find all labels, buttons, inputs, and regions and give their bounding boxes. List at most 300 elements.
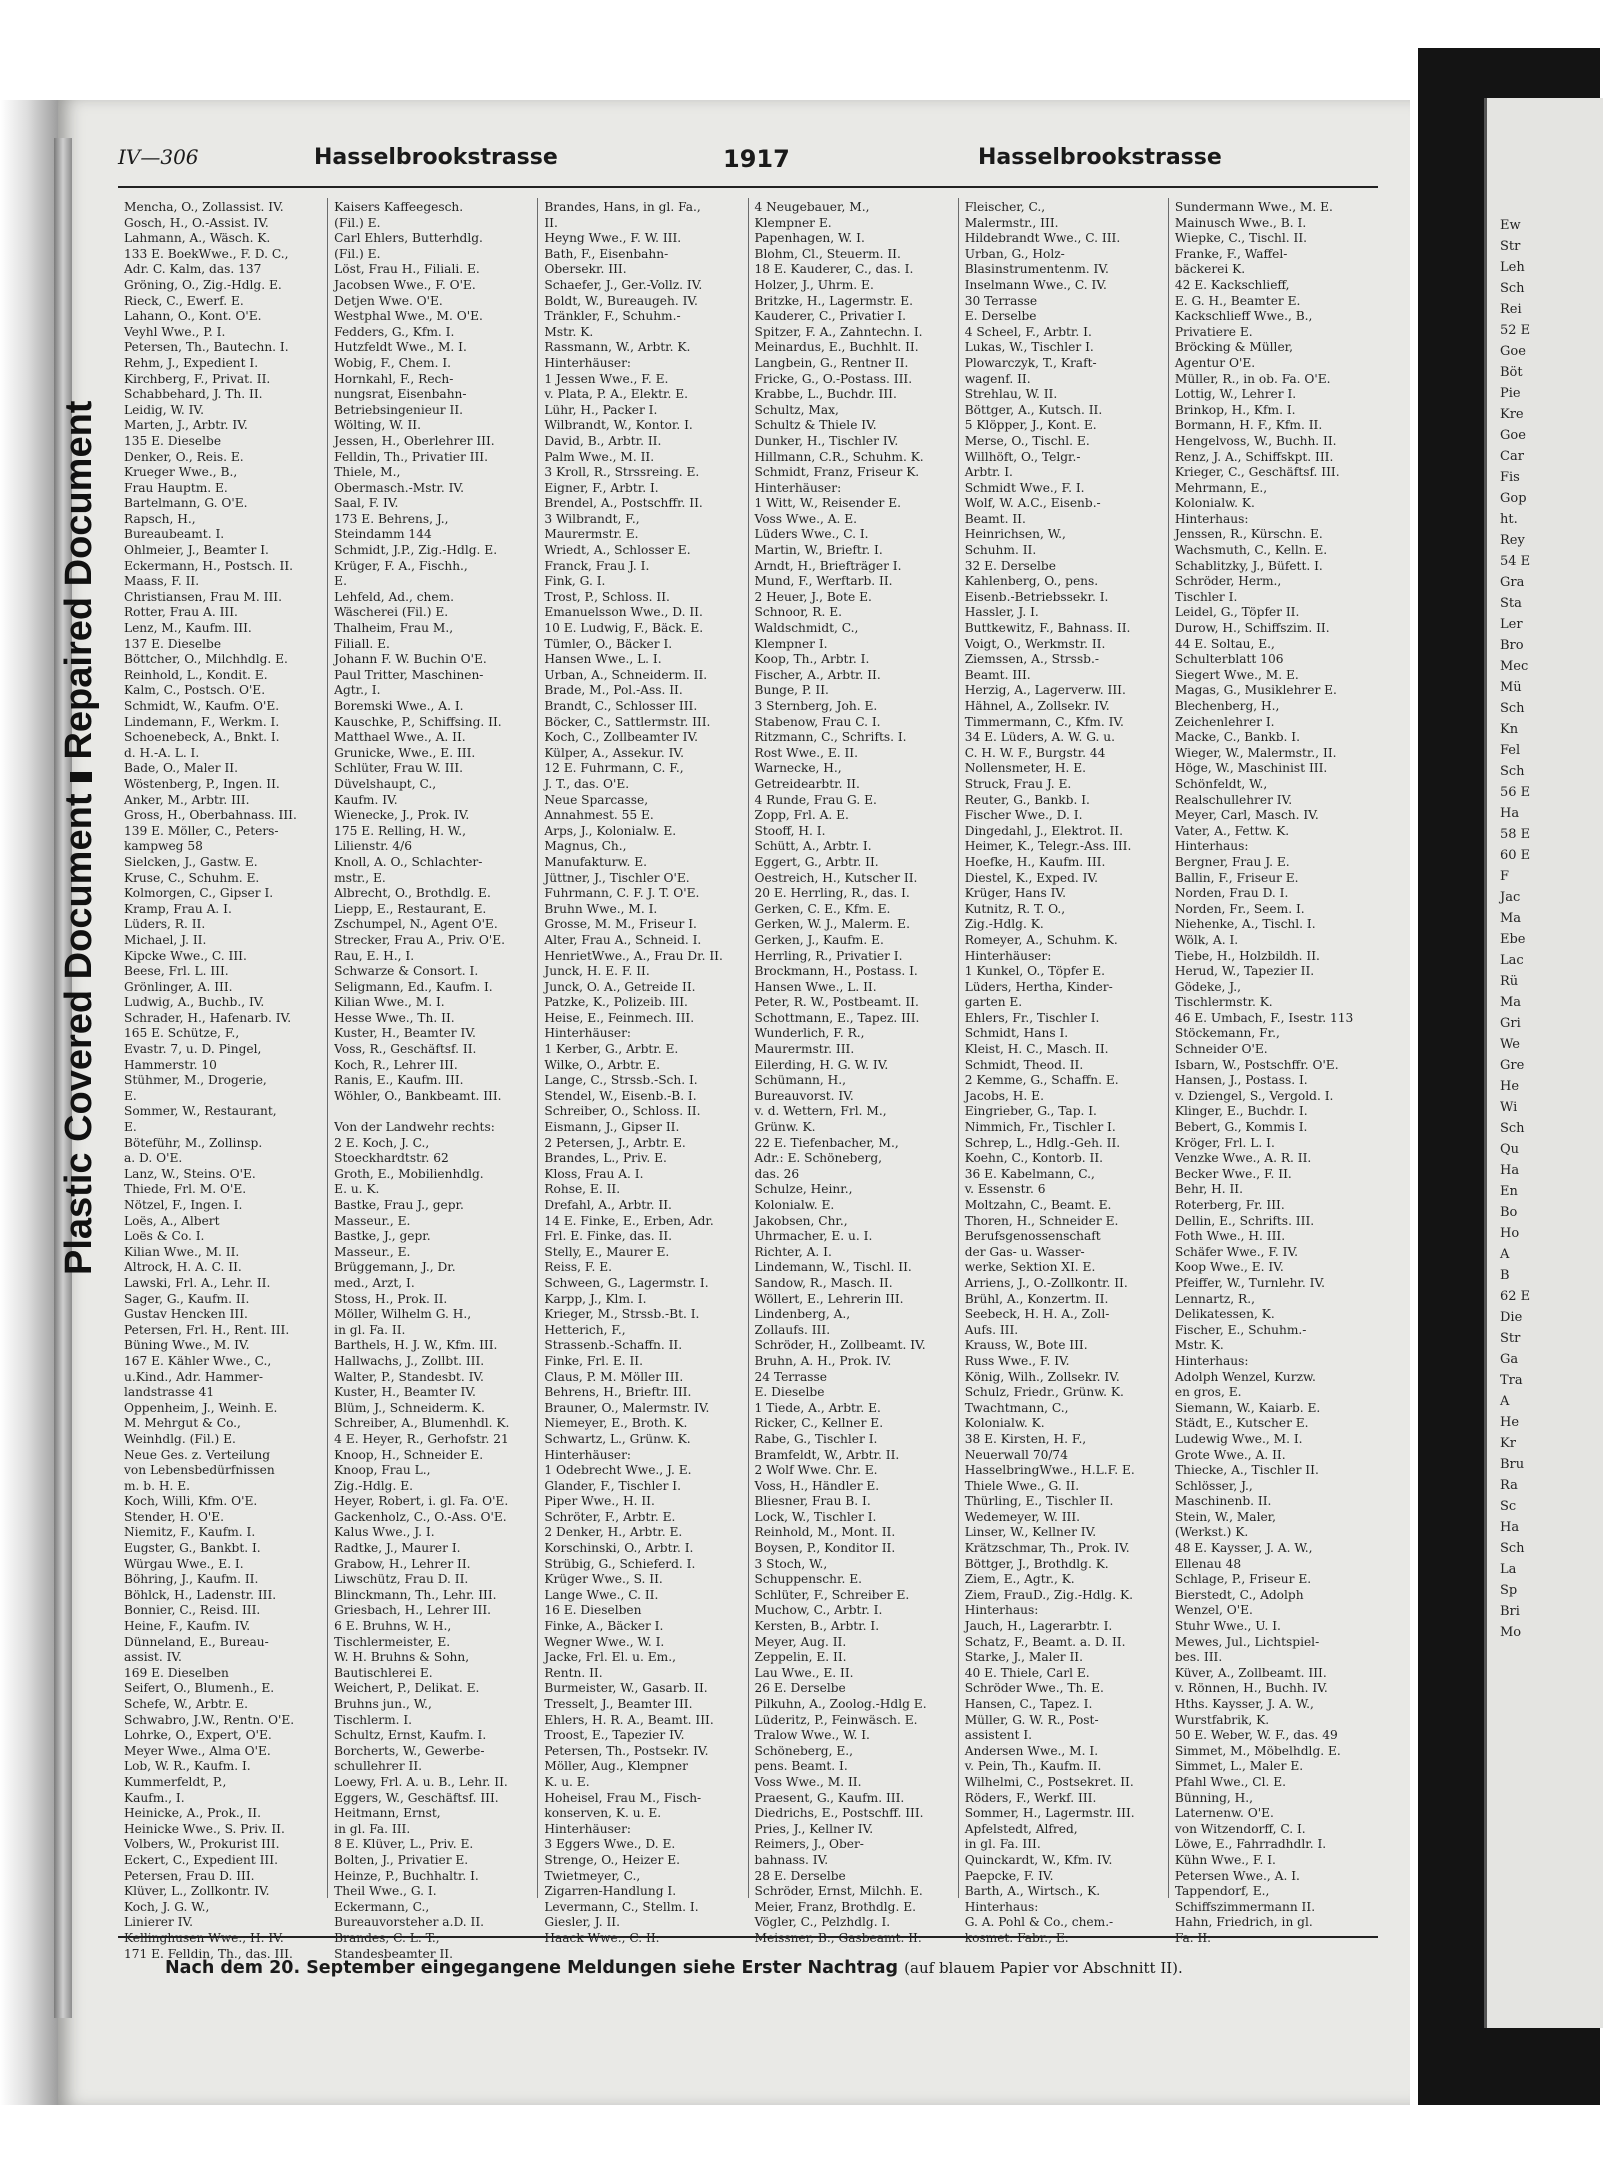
directory-entry: Masseur., E. — [334, 1244, 411, 1259]
directory-entry: Timmermann, C., Kfm. IV. — [964, 714, 1124, 729]
directory-entry: Niemeyer, E., Broth. K. — [544, 1416, 688, 1431]
directory-entry: Mstr. K. — [1174, 1338, 1224, 1353]
directory-entry: Ludwig, A., Buchb., IV. — [124, 995, 265, 1010]
directory-entry: 12 E. Fuhrmann, C. F., — [544, 761, 684, 776]
directory-entry: Bramfeldt, W., Arbtr. II. — [754, 1447, 900, 1462]
directory-entry: 4 Neugebauer, M., — [754, 200, 870, 214]
directory-entry: Jauch, H., Lagerarbtr. I. — [964, 1619, 1113, 1634]
directory-entry: Gross, H., Oberbahnass. III. — [124, 808, 297, 823]
directory-entry: Heise, E., Feinmech. III. — [544, 1010, 695, 1025]
directory-entry: Bruhn Wwe., M. I. — [544, 901, 658, 916]
adjacent-page-fragment: Sta — [1500, 596, 1522, 611]
directory-entry: Kolonialw. K. — [964, 1416, 1045, 1431]
directory-entry: Nimmich, Fr., Tischler I. — [964, 1120, 1116, 1135]
directory-entry: Wurstfabrik, K. — [1174, 1712, 1270, 1727]
directory-entry: Kaisers Kaffeegesch. — [334, 200, 464, 214]
directory-entry: Hengelvoss, W., Buchh. II. — [1174, 433, 1337, 448]
directory-entry: Schmidt, Franz, Friseur K. — [754, 465, 920, 480]
page-number: IV—306 — [118, 145, 199, 169]
directory-entry: Twachtmann, C., — [964, 1400, 1069, 1415]
directory-entry: Behr, H. II. — [1174, 1182, 1243, 1197]
directory-entry: Brauner, O., Malermstr. IV. — [544, 1400, 710, 1415]
directory-entry: Thiede, Frl. M. O'E. — [124, 1182, 247, 1197]
directory-entry: Schablitzky, J., Büfett. I. — [1174, 558, 1323, 573]
directory-entry: 2 Heuer, J., Bote E. — [754, 589, 872, 604]
directory-entry: Schrader, H., Hafenarb. IV. — [124, 1010, 292, 1025]
directory-entry: Krabbe, L., Buchdr. III. — [754, 387, 897, 402]
directory-entry: Quinckardt, W., Kfm. IV. — [964, 1852, 1113, 1867]
directory-entry: Würgau Wwe., E. I. — [124, 1556, 244, 1571]
directory-entry: das. 26 — [754, 1166, 800, 1181]
directory-entry: v. Plata, P. A., Elektr. E. — [544, 387, 688, 402]
directory-entry: der Gas- u. Wasser- — [964, 1244, 1085, 1259]
directory-entry: Diestel, K., Exped. IV. — [964, 870, 1098, 885]
directory-entry: Rehm, J., Expedient I. — [124, 355, 259, 370]
directory-entry: Heimer, K., Telegr.-Ass. III. — [964, 839, 1132, 854]
directory-entry: Troost, E., Tapezier IV. — [544, 1728, 685, 1743]
directory-entry: Petersen, Frau D. III. — [124, 1868, 255, 1883]
adjacent-page-fragment: Qu — [1500, 1142, 1520, 1157]
adjacent-page-fragment: Gre — [1500, 1058, 1525, 1073]
directory-entry: Boysen, P., Konditor II. — [754, 1541, 896, 1556]
adjacent-page-fragment: Lac — [1500, 953, 1524, 968]
directory-entry: Bormann, H. F., Kfm. II. — [1174, 418, 1323, 433]
directory-entry: Tresselt, J., Beamter III. — [544, 1697, 693, 1711]
directory-entry: Kalus Wwe., J. I. — [334, 1525, 435, 1540]
directory-entry: Lohrke, O., Expert, O'E. — [124, 1728, 272, 1743]
directory-entry: Krätzschmar, Th., Prok. IV. — [964, 1541, 1130, 1556]
directory-entry: Eggert, G., Arbtr. II. — [754, 854, 879, 869]
directory-entry: Kolonialw. K. — [1174, 496, 1255, 511]
directory-entry: Röders, F., Werkf. III. — [964, 1790, 1097, 1805]
directory-entry: 8 E. Klüver, L., Priv. E. — [334, 1837, 474, 1852]
directory-entry: Koop, Th., Arbtr. I. — [754, 652, 870, 667]
directory-entry: Siegert Wwe., M. E. — [1174, 667, 1299, 682]
directory-entry: E. — [124, 1088, 137, 1103]
directory-entry: Pilkuhn, A., Zoolog.-Hdlg E. — [754, 1697, 927, 1711]
directory-entry: Hinterhäuser: — [544, 355, 632, 370]
directory-entry: 171 E. Felldin, Th., das. III. — [124, 1946, 293, 1961]
directory-entry: Manufakturw. E. — [544, 854, 648, 869]
directory-entry: Sommer, W., Restaurant, — [124, 1104, 277, 1119]
directory-entry: 5 Klöpper, J., Kont. E. — [964, 418, 1097, 433]
directory-entry: Heinicke Wwe., S. Priv. II. — [124, 1821, 285, 1836]
directory-entry: 32 E. Derselbe — [964, 558, 1056, 573]
directory-entry: Ballin, F., Friseur E. — [1174, 870, 1299, 885]
directory-entry: 34 E. Lüders, A. W. G. u. — [964, 730, 1115, 745]
directory-entry: Koehn, C., Kontorb. II. — [964, 1151, 1104, 1166]
adjacent-page-fragment: Wi — [1500, 1100, 1518, 1115]
adjacent-page-fragment: Gri — [1500, 1016, 1521, 1031]
directory-entry: Bath, F., Eisenbahn- — [544, 246, 669, 261]
directory-entry: Lindemann, W., Tischl. II. — [754, 1260, 912, 1275]
directory-entry: Lahann, O., Kont. O'E. — [124, 309, 262, 324]
directory-entry: Hansen Wwe., L. I. — [544, 652, 662, 667]
directory-entry: Borcherts, W., Gewerbe- — [334, 1743, 485, 1758]
directory-entry: Jacobs, H. E. — [964, 1088, 1044, 1103]
directory-entry: Beese, Frl. L. III. — [124, 964, 229, 979]
adjacent-page-fragment: Car — [1500, 449, 1524, 464]
adjacent-page-fragment: Goe — [1500, 428, 1526, 443]
directory-entry: Maschinenb. II. — [1174, 1494, 1272, 1509]
directory-entry: Schultz & Thiele IV. — [754, 418, 877, 433]
adjacent-page-fragment: 52 E — [1500, 323, 1531, 338]
directory-entry: Schoenebeck, A., Bnkt. I. — [124, 730, 280, 745]
directory-entry: Schlage, P., Friseur E. — [1174, 1572, 1312, 1587]
directory-entry: Kirchberg, F., Privat. II. — [124, 371, 271, 386]
directory-entry: Berufsgenossenschaft — [964, 1229, 1101, 1244]
directory-entry: Thalheim, Frau M., — [334, 621, 454, 636]
directory-entry: Eismann, J., Gipser II. — [544, 1120, 680, 1135]
directory-entry: Thoren, H., Schneider E. — [964, 1213, 1119, 1228]
directory-entry: Urban, G., Holz- — [964, 246, 1065, 261]
directory-entry: Filiall. E. — [334, 636, 390, 651]
directory-entry: Wedemeyer, W. III. — [964, 1509, 1081, 1524]
directory-entry: Saal, F. IV. — [334, 496, 399, 511]
directory-entry: Krieger, M., Strssb.-Bt. I. — [544, 1307, 700, 1322]
directory-entry — [544, 1931, 741, 1947]
adjacent-page-fragment: Rey — [1500, 533, 1525, 548]
directory-entry: 26 E. Derselbe — [754, 1681, 846, 1696]
directory-entry: Böhring, J., Kaufm. II. — [124, 1572, 259, 1587]
directory-entry: 2 Wolf Wwe. Chr. E. — [754, 1463, 878, 1478]
directory-entry: Ehlers, H. R. A., Beamt. III. — [544, 1712, 714, 1727]
directory-entry: Liwschütz, Frau D. II. — [334, 1572, 469, 1587]
directory-entry: Thiecke, A., Tischler II. — [1174, 1463, 1319, 1478]
directory-entry: Peter, R. W., Postbeamt. II. — [754, 995, 919, 1010]
directory-entry: 165 E. Schütze, F., — [124, 1026, 240, 1041]
directory-entry: Leidel, G., Töpfer II. — [1174, 605, 1300, 620]
adjacent-page-fragment: Sc — [1500, 1499, 1517, 1514]
directory-entry: Schröter, F., Arbtr. E. — [544, 1509, 676, 1524]
directory-entry: Leidig, W. IV. — [124, 402, 204, 417]
directory-entry: Gustav Hencken III. — [124, 1307, 248, 1322]
adjacent-page-fragment: 58 E — [1500, 827, 1531, 842]
directory-entry: Krueger Wwe., B., — [124, 465, 238, 480]
adjacent-page-fragment: Str — [1500, 1331, 1521, 1346]
directory-entry: Blüm, J., Schneiderm. K. — [334, 1400, 485, 1415]
directory-entry: C. H. W. F., Burgstr. 44 — [964, 745, 1106, 760]
directory-entry: Schnoor, R. E. — [754, 605, 842, 620]
directory-entry: Maurermstr. E. — [544, 527, 639, 542]
directory-entry: Weichert, P., Delikat. E. — [334, 1681, 480, 1696]
directory-entry: Rabe, G., Tischler I. — [754, 1431, 878, 1446]
directory-entry: Bartelmann, G. O'E. — [124, 496, 248, 511]
directory-entry: Privatiere E. — [1174, 324, 1253, 339]
directory-entry: Fischer Wwe., D. I. — [964, 808, 1083, 823]
directory-entry: II. — [544, 215, 558, 230]
directory-entry: Zig.-Hdlg. E. — [334, 1478, 413, 1493]
side-label-repaired: Repaired Document — [58, 400, 100, 760]
directory-entry: Veyhl Wwe., P. I. — [124, 324, 226, 339]
directory-entry: Junck, H. E. F. II. — [544, 964, 650, 979]
directory-entry: Jakobsen, Chr., — [754, 1213, 848, 1228]
directory-entry: Löwe, E., Fahrradhdlr. I. — [1174, 1837, 1327, 1852]
directory-entry: Hahn, Friedrich, in gl. — [1174, 1915, 1313, 1930]
directory-entry: Liepp, E., Restaurant, E. — [334, 901, 487, 916]
directory-entry: Stöckemann, Fr., — [1174, 1026, 1280, 1041]
directory-entry: Willhöft, O., Telgr.- — [964, 449, 1081, 464]
directory-entry: 4 Scheel, F., Arbtr. I. — [964, 324, 1092, 339]
directory-entry: Arbtr. I. — [964, 465, 1013, 480]
directory-entry: Schmidt, Hans I. — [964, 1026, 1069, 1041]
directory-entry: Tischlermeister, E. — [334, 1634, 451, 1649]
directory-entry: Aufs. III. — [964, 1322, 1019, 1337]
directory-entry: Wienecke, J., Prok. IV. — [334, 808, 470, 823]
directory-entry: Eckermann, C., — [334, 1899, 430, 1914]
directory-entry: assistent I. — [964, 1728, 1033, 1743]
adjacent-page-fragment: F — [1500, 869, 1510, 884]
directory-entry: 50 E. Weber, W. F., das. 49 — [1174, 1728, 1338, 1743]
directory-entry: Gosch, H., O.-Assist. IV. — [124, 215, 269, 230]
directory-entry: Schefe, W., Arbtr. E. — [124, 1697, 249, 1711]
side-label-plastic-covered: Plastic Covered Document — [58, 793, 100, 1275]
directory-entry: Paepcke, F. IV. — [964, 1868, 1054, 1883]
adjacent-page-text — [1500, 215, 1600, 1643]
directory-entry: Jüttner, J., Tischler O'E. — [544, 870, 690, 885]
directory-entry: Stein, W., Maler, — [1174, 1509, 1277, 1524]
directory-entry: 3 Eggers Wwe., D. E. — [544, 1837, 676, 1852]
directory-entry: Drefahl, A., Arbtr. II. — [544, 1198, 672, 1212]
directory-entry: Rau, E. H., I. — [334, 948, 415, 963]
adjacent-page-fragment: Kr — [1500, 1436, 1516, 1451]
directory-entry: David, B., Arbtr. II. — [544, 433, 662, 448]
directory-entry: Herrling, R., Privatier I. — [754, 948, 903, 963]
directory-entry: Schäfer Wwe., F. IV. — [1174, 1244, 1299, 1259]
directory-entry: Westphal Wwe., M. O'E. — [334, 309, 483, 324]
adjacent-page-fragment: Sp — [1500, 1583, 1518, 1598]
directory-entry: Eugster, G., Bankbt. I. — [124, 1541, 261, 1556]
directory-entry: Fischer, E., Schuhm.- — [1174, 1322, 1307, 1337]
directory-entry: 167 E. Kähler Wwe., C., — [124, 1353, 272, 1368]
directory-entry: E. u. K. — [334, 1182, 380, 1197]
directory-entry: Twietmeyer, C., — [544, 1868, 641, 1883]
directory-entry: Claus, P. M. Möller III. — [544, 1369, 684, 1384]
directory-entry: Ziemssen, A., Strssb.- — [964, 652, 1099, 667]
directory-entry: Külper, A., Assekur. IV. — [544, 745, 684, 760]
directory-entry: Mencha, O., Zollassist. IV. — [124, 200, 284, 214]
directory-entry: Meyer, Aug. II. — [754, 1634, 847, 1649]
directory-entry: Hinterhäuser: — [964, 948, 1052, 963]
directory-entry: Muchow, C., Arbtr. I. — [754, 1603, 883, 1618]
directory-entry: Reiss, F. E. — [544, 1260, 612, 1275]
directory-entry: Heyer, Robert, i. gl. Fa. O'E. — [334, 1494, 509, 1509]
side-label-separator — [70, 772, 92, 782]
directory-entry: Kruse, C., Schuhm. E. — [124, 870, 260, 885]
directory-entry: Koch, Willi, Kfm. O'E. — [124, 1494, 258, 1509]
directory-entry: Schöneberg, E., — [754, 1743, 853, 1758]
directory-entry: Eilerding, H. G. W. IV. — [754, 1057, 889, 1072]
directory-entry: Struck, Frau J. E. — [964, 776, 1072, 791]
directory-entry: Bautischlerei E. — [334, 1665, 433, 1680]
directory-entry: Grönlinger, A. III. — [124, 979, 233, 994]
directory-entry: 28 E. Derselbe — [754, 1868, 846, 1883]
directory-entry: Marten, J., Arbtr. IV. — [124, 418, 248, 433]
footer-small-text: (auf blauem Papier vor Abschnitt II). — [904, 1959, 1183, 1977]
directory-entry: Linierer IV. — [124, 1915, 194, 1930]
directory-entry: Klüver, L., Zollkontr. IV. — [124, 1884, 270, 1899]
directory-entry: Hoefke, H., Kaufm. III. — [964, 854, 1106, 869]
directory-entry: Wieger, W., Malermstr., II. — [1174, 745, 1337, 760]
directory-entry: Vögler, C., Pelzhdlg. I. — [754, 1915, 891, 1930]
directory-entry: Dingedahl, J., Elektrot. II. — [964, 823, 1123, 838]
directory-entry: Lenz, M., Kaufm. III. — [124, 621, 252, 636]
directory-entry: Krauss, W., Bote III. — [964, 1338, 1088, 1353]
directory-entry: Hansen, C., Tapez. I. — [964, 1697, 1093, 1711]
adjacent-page-fragment: Ga — [1500, 1352, 1519, 1367]
directory-entry: (Fil.) E. — [334, 246, 381, 261]
directory-entry: Reinhold, L., Kondit. E. — [124, 667, 268, 682]
directory-entry: v. d. Wettern, Frl. M., — [754, 1104, 887, 1119]
directory-entry: Schmidt, Theod. II. — [964, 1057, 1084, 1072]
directory-entry: Malermstr., III. — [964, 215, 1059, 230]
directory-entry: Hinterhäuser: — [544, 1026, 632, 1041]
directory-entry: Betriebsingenieur II. — [334, 402, 464, 417]
directory-entry: v. Essenstr. 6 — [964, 1182, 1046, 1197]
directory-entry: 133 E. BoekWwe., F. D. C., — [124, 246, 289, 261]
directory-entry: Inselmann Wwe., C. IV. — [964, 277, 1107, 292]
directory-entry: Dunker, H., Tischler IV. — [754, 433, 899, 448]
directory-entry: 16 E. Dieselben — [544, 1603, 642, 1618]
directory-entry: 22 E. Tiefenbacher, M., — [754, 1135, 899, 1150]
directory-entry: Kilian Wwe., M. II. — [124, 1244, 240, 1259]
directory-entry: Stooff, H. I. — [754, 823, 826, 838]
directory-entry: Hinterhaus: — [964, 1899, 1039, 1914]
directory-entry: Bureauvorsteher a.D. II. — [334, 1915, 485, 1930]
directory-entry: Lehfeld, Ad., chem. — [334, 589, 455, 604]
directory-entry: Andersen Wwe., M. I. — [964, 1743, 1099, 1758]
directory-entry: Seifert, O., Blumenh., E. — [124, 1681, 275, 1696]
directory-entry: Buttkewitz, F., Bahnass. II. — [964, 621, 1131, 636]
directory-entry: Grote Wwe., A. II. — [1174, 1447, 1286, 1462]
directory-entry: Schneider O'E. — [1174, 1042, 1268, 1057]
directory-entry: Albrecht, O., Brothdlg. E. — [334, 886, 491, 901]
directory-entry: Sandow, R., Masch. II. — [754, 1275, 893, 1290]
directory-entry: 175 E. Relling, H. W., — [334, 823, 466, 838]
directory-entry: Adr.: E. Schöneberg, — [754, 1151, 883, 1166]
directory-entry: Maurermstr. III. — [754, 1042, 855, 1057]
directory-entry: Boremski Wwe., A. I. — [334, 699, 464, 713]
directory-entry: K. u. E. — [544, 1774, 590, 1789]
directory-entry: Kloss, Frau A. I. — [544, 1166, 644, 1181]
directory-entry: Schween, G., Lagermstr. I. — [544, 1275, 709, 1290]
directory-entry: Schlösser, J., — [1174, 1478, 1253, 1493]
directory-entry: 3 Kroll, R., Strssreing. E. — [544, 465, 700, 480]
directory-entry: Nollensmeter, H. E. — [964, 761, 1087, 776]
directory-entry: Müller, R., in ob. Fa. O'E. — [1174, 371, 1331, 386]
directory-entry: Voss, H., Händler E. — [754, 1478, 880, 1493]
directory-entry: Wenzel, O'E. — [1174, 1603, 1253, 1618]
directory-entry: Hildebrandt Wwe., C. III. — [964, 231, 1121, 246]
directory-entry: Tischlermstr. K. — [1174, 995, 1273, 1010]
directory-entry: Stelly, E., Maurer E. — [544, 1244, 670, 1259]
directory-entry: Schabbehard, J. Th. II. — [124, 387, 263, 402]
directory-entry: Stühmer, M., Drogerie, — [124, 1073, 267, 1088]
directory-entry: Böttcher, O., Milchhdlg. E. — [124, 652, 288, 667]
directory-entry: Realschullehrer IV. — [1174, 792, 1293, 807]
adjacent-page-fragment: Bo — [1500, 1205, 1518, 1220]
adjacent-page-fragment: Mo — [1500, 1625, 1522, 1640]
adjacent-page-fragment: Kn — [1500, 722, 1519, 737]
directory-entry: Weinhdlg. (Fil.) E. — [124, 1431, 236, 1446]
directory-entry: Schröder, Ernst, Milchh. E. — [754, 1884, 923, 1899]
directory-entry: 1 Jessen Wwe., F. E. — [544, 371, 669, 386]
directory-entry: Hutzfeldt Wwe., M. I. — [334, 340, 467, 355]
directory-entry: Heinicke, A., Prok., II. — [124, 1806, 261, 1821]
directory-entry: Voigt, O., Werkmstr. II. — [964, 636, 1106, 651]
directory-entry: Lange, C., Strssb.-Sch. I. — [544, 1073, 698, 1088]
directory-entry: Bonnier, C., Reisd. III. — [124, 1603, 261, 1618]
directory-entry: in gl. Fa. III. — [334, 1821, 411, 1836]
directory-entry: Wobig, F., Chem. I. — [334, 355, 452, 370]
directory-entry: Lau Wwe., E. II. — [754, 1665, 854, 1680]
directory-entry: Diedrichs, E., Postschff. III. — [754, 1806, 924, 1821]
directory-entry: Schwarze & Consort. I. — [334, 964, 479, 979]
directory-entry: med., Arzt, I. — [334, 1275, 415, 1290]
directory-entry: Simmet, L., Maler E. — [1174, 1759, 1304, 1774]
directory-entry: Hansen, J., Postass. I. — [1174, 1073, 1308, 1088]
directory-entry: garten E. — [964, 995, 1023, 1010]
directory-entry: 139 E. Möller, C., Peters- — [124, 823, 279, 838]
adjacent-page-fragment: Mec — [1500, 659, 1529, 674]
directory-entry: en gros, E. — [1174, 1385, 1242, 1400]
directory-entry: Tralow Wwe., W. I. — [754, 1728, 870, 1743]
directory-entry: Niehenke, A., Tischl. I. — [1174, 917, 1316, 932]
directory-entry: Bastke, Frau J., gepr. — [334, 1198, 464, 1212]
directory-entry: Voss Wwe., A. E. — [754, 511, 858, 526]
footer-bold-text: Nach dem 20. September eingegangene Meldungen siehe Erster Nachtrag — [165, 1958, 899, 1978]
directory-entry: Obersekr. III. — [544, 262, 627, 277]
directory-entry: Ritzmann, C., Schrifts. I. — [754, 730, 907, 745]
directory-entry: 4 Runde, Frau G. E. — [754, 792, 877, 807]
directory-entry: Heinze, P., Buchhaltr. I. — [334, 1868, 479, 1883]
directory-entry: Getreidearbtr. II. — [754, 776, 860, 791]
directory-entry: Jacke, Frl. El. u. Em., — [544, 1650, 676, 1665]
adjacent-page-fragment: Ma — [1500, 995, 1522, 1010]
directory-entry: Wöhler, O., Bankbeamt. III. — [334, 1088, 502, 1103]
directory-entry: Grünw. K. — [754, 1120, 816, 1135]
directory-entry: Städt, E., Kutscher E. — [1174, 1416, 1309, 1431]
directory-entry: Mewes, Jul., Lichtspiel- — [1174, 1634, 1320, 1649]
directory-entry: kampweg 58 — [124, 839, 203, 854]
directory-entry: Kauschke, P., Schiffsing. II. — [334, 714, 502, 729]
directory-entry: schullehrer II. — [334, 1759, 423, 1774]
directory-entry: Mehrmann, E., — [1174, 480, 1268, 495]
directory-entry: Rost Wwe., E. II. — [754, 745, 858, 760]
adjacent-page-fragment: Bri — [1500, 1604, 1520, 1619]
directory-entry: Lanz, W., Steins. O'E. — [124, 1166, 256, 1181]
directory-entry: bäckerei K. — [1174, 262, 1246, 277]
directory-entry: Zollaufs. III. — [754, 1322, 831, 1337]
header-rule — [118, 186, 1378, 188]
directory-entry: Vater, A., Fettw. K. — [1174, 823, 1290, 838]
directory-entry: Lüderitz, P., Feinwäsch. E. — [754, 1712, 918, 1727]
directory-entry: 38 E. Kirsten, H. F., — [964, 1431, 1087, 1446]
directory-entry: Pfahl Wwe., Cl. E. — [1174, 1774, 1286, 1789]
directory-entry: Arps, J., Kolonialw. E. — [544, 823, 677, 838]
directory-column — [538, 198, 748, 1930]
directory-entry: Alter, Frau A., Schneid. I. — [544, 932, 702, 947]
adjacent-page-fragment: Str — [1500, 239, 1521, 254]
directory-entry: Brandes, Hans, in gl. Fa., — [544, 200, 701, 214]
directory-entry: Gröning, O., Zig.-Hdlg. E. — [124, 277, 282, 292]
directory-entry: Brendel, A., Postschffr. II. — [544, 496, 703, 511]
directory-entry: Lüders, R. II. — [124, 917, 206, 932]
directory-entry: Fink, G. I. — [544, 574, 606, 589]
directory-entry: Hansen Wwe., L. II. — [754, 979, 877, 994]
directory-entry: Schaefer, J., Ger.-Vollz. IV. — [544, 277, 703, 292]
directory-entry: Kalm, C., Postsch. O'E. — [124, 683, 266, 698]
